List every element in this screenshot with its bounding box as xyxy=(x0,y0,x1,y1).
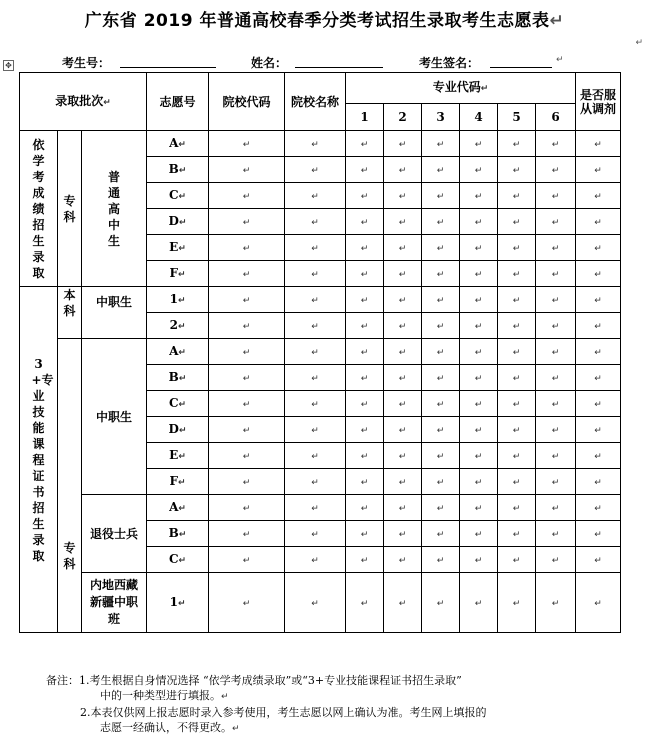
g1-B-major-2-cell[interactable]: ↵ xyxy=(384,157,422,183)
g1-B-adjust-cell[interactable]: ↵ xyxy=(576,157,621,183)
g1-B-major-4-cell[interactable]: ↵ xyxy=(460,157,498,183)
g2-zz-A-adjust-cell[interactable]: ↵ xyxy=(576,339,621,365)
g2-zz-A-major-5-cell[interactable]: ↵ xyxy=(498,339,536,365)
g1-B-school-code-cell[interactable]: ↵ xyxy=(209,157,285,183)
group2-batch-label: 3+专业技能课程证书招生录取 xyxy=(20,287,58,633)
g2-bk-1-major-5-cell[interactable]: ↵ xyxy=(498,287,536,313)
g2-bk-1-school-name-cell[interactable]: ↵ xyxy=(285,287,346,313)
signature-label: 考生签名： xyxy=(419,56,480,70)
g1-F-major-3-cell[interactable]: ↵ xyxy=(422,261,460,287)
g1-D-school-code-cell[interactable]: ↵ xyxy=(209,209,285,235)
g1-E-adjust-cell[interactable]: ↵ xyxy=(576,235,621,261)
g1-D-major-6-cell[interactable]: ↵ xyxy=(536,209,576,235)
g2-bk-2-major-5-cell[interactable]: ↵ xyxy=(498,313,536,339)
g2-xj-1-school-code-cell[interactable]: ↵ xyxy=(209,573,285,633)
g1-C-adjust-cell[interactable]: ↵ xyxy=(576,183,621,209)
table-move-handle-icon[interactable]: ✥ xyxy=(3,60,14,71)
g2-zz-F-major-2-cell[interactable]: ↵ xyxy=(384,469,422,495)
g2-zz-C-adjust-cell[interactable]: ↵ xyxy=(576,391,621,417)
g2-zz-C-major-2-cell[interactable]: ↵ xyxy=(384,391,422,417)
g2-bk-1-major-2-cell[interactable]: ↵ xyxy=(384,287,422,313)
g1-F-major-1-cell[interactable]: ↵ xyxy=(346,261,384,287)
g2-bk-2-school-name-cell[interactable]: ↵ xyxy=(285,313,346,339)
g2-vet-A-adjust-cell[interactable]: ↵ xyxy=(576,495,621,521)
g1-B-choice-number: B↵ xyxy=(147,157,209,183)
g2-vet-B-major-4-cell[interactable]: ↵ xyxy=(460,521,498,547)
g2-zz-E-major-2-cell[interactable]: ↵ xyxy=(384,443,422,469)
g1-A-school-code-cell[interactable]: ↵ xyxy=(209,131,285,157)
g2-zz-E-choice-number: E↵ xyxy=(147,443,209,469)
g2-zz-B-adjust-cell[interactable]: ↵ xyxy=(576,365,621,391)
g2-bk-1-major-6-cell[interactable]: ↵ xyxy=(536,287,576,313)
g2-zz-D-major-4-cell[interactable]: ↵ xyxy=(460,417,498,443)
notes-section xyxy=(46,673,487,737)
choice-number-header: 志愿号 xyxy=(147,73,209,131)
g1-D-choice-number: D↵ xyxy=(147,209,209,235)
g2-vet-B-major-6-cell[interactable]: ↵ xyxy=(536,521,576,547)
g2-xj-1-school-name-cell[interactable]: ↵ xyxy=(285,573,346,633)
g1-E-major-2-cell[interactable]: ↵ xyxy=(384,235,422,261)
g2-zz-B-choice-number: B↵ xyxy=(147,365,209,391)
group2-zhuanke-level-label: 专科 xyxy=(58,339,82,633)
g1-E-school-code-cell[interactable]: ↵ xyxy=(209,235,285,261)
group1-level-label: 专科 xyxy=(58,131,82,287)
g2-zz-D-school-code-cell[interactable]: ↵ xyxy=(209,417,285,443)
g2-vet-A-school-name-cell[interactable]: ↵ xyxy=(285,495,346,521)
major-number-1: 1 xyxy=(346,104,384,131)
g2-vet-B-school-name-cell[interactable]: ↵ xyxy=(285,521,346,547)
g2-bk-2-school-code-cell[interactable]: ↵ xyxy=(209,313,285,339)
name-field[interactable] xyxy=(295,67,383,68)
note-line-2: 2.本表仅供网上报志愿时录入参考使用，考生志愿以网上确认为准。考生网上填报的 xyxy=(80,706,487,719)
g1-B-school-name-cell[interactable]: ↵ xyxy=(285,157,346,183)
g2-zz-C-major-3-cell[interactable]: ↵ xyxy=(422,391,460,417)
g2-vet-C-major-1-cell[interactable]: ↵ xyxy=(346,547,384,573)
g1-B-major-1-cell[interactable]: ↵ xyxy=(346,157,384,183)
g2-zz-B-major-5-cell[interactable]: ↵ xyxy=(498,365,536,391)
g1-A-school-name-cell[interactable]: ↵ xyxy=(285,131,346,157)
major-number-2: 2 xyxy=(384,104,422,131)
g2-vet-A-major-6-cell[interactable]: ↵ xyxy=(536,495,576,521)
table-row xyxy=(20,573,621,633)
g2-bk-2-adjust-cell[interactable]: ↵ xyxy=(576,313,621,339)
adjust-header: 是否服从调剂 xyxy=(576,73,621,131)
g2-zz-E-major-6-cell[interactable]: ↵ xyxy=(536,443,576,469)
g1-C-major-1-cell[interactable]: ↵ xyxy=(346,183,384,209)
g2-xj-1-adjust-cell[interactable]: ↵ xyxy=(576,573,621,633)
g2-vet-B-school-code-cell[interactable]: ↵ xyxy=(209,521,285,547)
g1-D-major-4-cell[interactable]: ↵ xyxy=(460,209,498,235)
g2-vet-A-major-3-cell[interactable]: ↵ xyxy=(422,495,460,521)
g2-zz-E-school-code-cell[interactable]: ↵ xyxy=(209,443,285,469)
g2-bk-1-major-1-cell[interactable]: ↵ xyxy=(346,287,384,313)
table-row xyxy=(20,287,621,313)
g2-vet-C-school-code-cell[interactable]: ↵ xyxy=(209,547,285,573)
g2-xj-1-major-4-cell[interactable]: ↵ xyxy=(460,573,498,633)
group2-benke-level-label: 本科 xyxy=(58,287,82,339)
g2-bk-2-major-6-cell[interactable]: ↵ xyxy=(536,313,576,339)
g2-zz-C-choice-number: C↵ xyxy=(147,391,209,417)
g2-zz-D-major-6-cell[interactable]: ↵ xyxy=(536,417,576,443)
g1-A-major-2-cell[interactable]: ↵ xyxy=(384,131,422,157)
g2-bk-1-adjust-cell[interactable]: ↵ xyxy=(576,287,621,313)
g1-F-school-code-cell[interactable]: ↵ xyxy=(209,261,285,287)
g2-zz-F-choice-number: F↵ xyxy=(147,469,209,495)
table-row xyxy=(20,131,621,157)
g2-xj-1-major-6-cell[interactable]: ↵ xyxy=(536,573,576,633)
paragraph-mark-icon: ↵ xyxy=(549,11,565,31)
g2-zz-A-school-code-cell[interactable]: ↵ xyxy=(209,339,285,365)
g2-zz-F-major-4-cell[interactable]: ↵ xyxy=(460,469,498,495)
g2-zz-B-major-1-cell[interactable]: ↵ xyxy=(346,365,384,391)
g2-zz-E-major-3-cell[interactable]: ↵ xyxy=(422,443,460,469)
g1-F-major-4-cell[interactable]: ↵ xyxy=(460,261,498,287)
g2-vet-B-major-1-cell[interactable]: ↵ xyxy=(346,521,384,547)
g1-C-school-code-cell[interactable]: ↵ xyxy=(209,183,285,209)
g2-zz-D-major-1-cell[interactable]: ↵ xyxy=(346,417,384,443)
g1-C-school-name-cell[interactable]: ↵ xyxy=(285,183,346,209)
g2-zz-A-major-3-cell[interactable]: ↵ xyxy=(422,339,460,365)
g2-zz-C-major-5-cell[interactable]: ↵ xyxy=(498,391,536,417)
g1-F-adjust-cell[interactable]: ↵ xyxy=(576,261,621,287)
g1-C-major-2-cell[interactable]: ↵ xyxy=(384,183,422,209)
g2-vet-A-major-1-cell[interactable]: ↵ xyxy=(346,495,384,521)
g2-zz-F-major-5-cell[interactable]: ↵ xyxy=(498,469,536,495)
note-line-2b: 志愿一经确认，不得更改。↵ xyxy=(100,721,240,734)
g2-zz-A-major-6-cell[interactable]: ↵ xyxy=(536,339,576,365)
g1-C-major-3-cell[interactable]: ↵ xyxy=(422,183,460,209)
g2-bk-1-choice-number: 1↵ xyxy=(147,287,209,313)
group2-benke-type-label: 中职生 xyxy=(82,287,147,339)
g1-A-major-3-cell[interactable]: ↵ xyxy=(422,131,460,157)
application-form-table xyxy=(19,72,621,633)
signature-field[interactable] xyxy=(490,67,552,68)
g1-C-major-5-cell[interactable]: ↵ xyxy=(498,183,536,209)
g2-bk-2-choice-number: 2↵ xyxy=(147,313,209,339)
g1-E-major-6-cell[interactable]: ↵ xyxy=(536,235,576,261)
paragraph-mark-icon: ↵ xyxy=(556,55,564,65)
g1-E-major-4-cell[interactable]: ↵ xyxy=(460,235,498,261)
g2-zz-B-major-3-cell[interactable]: ↵ xyxy=(422,365,460,391)
g1-B-major-5-cell[interactable]: ↵ xyxy=(498,157,536,183)
g2-zz-D-major-3-cell[interactable]: ↵ xyxy=(422,417,460,443)
major-number-3: 3 xyxy=(422,104,460,131)
g2-zz-E-school-name-cell[interactable]: ↵ xyxy=(285,443,346,469)
name-label: 姓名： xyxy=(251,56,288,70)
batch-header: 录取批次↵ xyxy=(20,73,147,131)
g2-zz-B-school-code-cell[interactable]: ↵ xyxy=(209,365,285,391)
g2-xj-1-major-5-cell[interactable]: ↵ xyxy=(498,573,536,633)
g2-vet-C-adjust-cell[interactable]: ↵ xyxy=(576,547,621,573)
note-line-1: 备注：1.考生根据自身情况选择 “依学考成绩录取”或“3+专业技能课程证书招生录取” xyxy=(46,674,462,687)
major-number-4: 4 xyxy=(460,104,498,131)
g2-zz-D-choice-number: D↵ xyxy=(147,417,209,443)
g2-xj-1-major-2-cell[interactable]: ↵ xyxy=(384,573,422,633)
page-title xyxy=(0,6,649,31)
g1-C-major-6-cell[interactable]: ↵ xyxy=(536,183,576,209)
g2-zz-B-major-6-cell[interactable]: ↵ xyxy=(536,365,576,391)
major-number-5: 5 xyxy=(498,104,536,131)
g2-zz-F-adjust-cell[interactable]: ↵ xyxy=(576,469,621,495)
g2-xj-1-major-3-cell[interactable]: ↵ xyxy=(422,573,460,633)
g2-vet-B-major-5-cell[interactable]: ↵ xyxy=(498,521,536,547)
g2-vet-B-choice-number: B↵ xyxy=(147,521,209,547)
g2-zz-A-choice-number: A↵ xyxy=(147,339,209,365)
g2-zz-D-adjust-cell[interactable]: ↵ xyxy=(576,417,621,443)
g2-vet-A-major-2-cell[interactable]: ↵ xyxy=(384,495,422,521)
g1-B-major-6-cell[interactable]: ↵ xyxy=(536,157,576,183)
g2-zz-C-school-name-cell[interactable]: ↵ xyxy=(285,391,346,417)
g2-bk-2-major-4-cell[interactable]: ↵ xyxy=(460,313,498,339)
school-code-header: 院校代码 xyxy=(209,73,285,131)
school-name-header: 院校名称 xyxy=(285,73,346,131)
g1-E-major-5-cell[interactable]: ↵ xyxy=(498,235,536,261)
g2-bk-1-major-3-cell[interactable]: ↵ xyxy=(422,287,460,313)
g2-zz-C-major-1-cell[interactable]: ↵ xyxy=(346,391,384,417)
g1-D-major-1-cell[interactable]: ↵ xyxy=(346,209,384,235)
g1-D-major-5-cell[interactable]: ↵ xyxy=(498,209,536,235)
major-code-header: 专业代码↵ xyxy=(346,73,576,104)
group1-batch-label: 依学考成绩招生录取 xyxy=(20,131,58,287)
paragraph-mark-icon: ↵ xyxy=(635,38,643,48)
g1-E-major-3-cell[interactable]: ↵ xyxy=(422,235,460,261)
g2-zz-E-major-1-cell[interactable]: ↵ xyxy=(346,443,384,469)
group1-type-label: 普通高中生 xyxy=(82,131,147,287)
table-row xyxy=(20,339,621,365)
g2-vet-B-adjust-cell[interactable]: ↵ xyxy=(576,521,621,547)
title-text: 广东省 2019 年普通高校春季分类考试招生录取考生志愿表 xyxy=(84,11,550,31)
g2-zz-B-major-4-cell[interactable]: ↵ xyxy=(460,365,498,391)
g2-bk-1-school-code-cell[interactable]: ↵ xyxy=(209,287,285,313)
g2-zz-E-major-5-cell[interactable]: ↵ xyxy=(498,443,536,469)
g1-F-major-5-cell[interactable]: ↵ xyxy=(498,261,536,287)
group2-vet-type-label: 退役士兵 xyxy=(82,495,147,573)
g1-C-major-4-cell[interactable]: ↵ xyxy=(460,183,498,209)
note-line-1b: 中的一种类型进行填报。↵ xyxy=(100,689,229,702)
g2-vet-C-major-6-cell[interactable]: ↵ xyxy=(536,547,576,573)
g2-bk-2-major-1-cell[interactable]: ↵ xyxy=(346,313,384,339)
g2-zz-E-adjust-cell[interactable]: ↵ xyxy=(576,443,621,469)
major-number-6: 6 xyxy=(536,104,576,131)
g2-vet-C-major-5-cell[interactable]: ↵ xyxy=(498,547,536,573)
g2-vet-A-choice-number: A↵ xyxy=(147,495,209,521)
g2-vet-B-major-3-cell[interactable]: ↵ xyxy=(422,521,460,547)
g2-vet-C-choice-number: C↵ xyxy=(147,547,209,573)
g1-D-major-2-cell[interactable]: ↵ xyxy=(384,209,422,235)
g1-F-major-6-cell[interactable]: ↵ xyxy=(536,261,576,287)
g2-xj-1-choice-number: 1↵ xyxy=(147,573,209,633)
g2-zz-D-school-name-cell[interactable]: ↵ xyxy=(285,417,346,443)
g1-D-major-3-cell[interactable]: ↵ xyxy=(422,209,460,235)
group2-xj-type-label: 内地西藏新疆中职班 xyxy=(82,573,147,633)
g2-vet-C-major-3-cell[interactable]: ↵ xyxy=(422,547,460,573)
g2-vet-B-major-2-cell[interactable]: ↵ xyxy=(384,521,422,547)
g2-zz-F-major-6-cell[interactable]: ↵ xyxy=(536,469,576,495)
g2-vet-C-major-2-cell[interactable]: ↵ xyxy=(384,547,422,573)
g2-zz-A-major-1-cell[interactable]: ↵ xyxy=(346,339,384,365)
g2-vet-A-school-code-cell[interactable]: ↵ xyxy=(209,495,285,521)
g1-C-choice-number: C↵ xyxy=(147,183,209,209)
g2-vet-C-major-4-cell[interactable]: ↵ xyxy=(460,547,498,573)
g1-A-choice-number: A↵ xyxy=(147,131,209,157)
g2-xj-1-major-1-cell[interactable]: ↵ xyxy=(346,573,384,633)
g1-A-major-1-cell[interactable]: ↵ xyxy=(346,131,384,157)
g2-vet-A-major-5-cell[interactable]: ↵ xyxy=(498,495,536,521)
g2-zz-D-major-2-cell[interactable]: ↵ xyxy=(384,417,422,443)
g2-zz-B-major-2-cell[interactable]: ↵ xyxy=(384,365,422,391)
g2-bk-1-major-4-cell[interactable]: ↵ xyxy=(460,287,498,313)
g1-E-major-1-cell[interactable]: ↵ xyxy=(346,235,384,261)
g1-A-major-6-cell[interactable]: ↵ xyxy=(536,131,576,157)
g2-zz-E-major-4-cell[interactable]: ↵ xyxy=(460,443,498,469)
g2-zz-A-major-4-cell[interactable]: ↵ xyxy=(460,339,498,365)
g2-vet-A-major-4-cell[interactable]: ↵ xyxy=(460,495,498,521)
g1-E-school-name-cell[interactable]: ↵ xyxy=(285,235,346,261)
exam-number-field[interactable] xyxy=(120,67,216,68)
g2-zz-F-major-3-cell[interactable]: ↵ xyxy=(422,469,460,495)
g2-zz-B-school-name-cell[interactable]: ↵ xyxy=(285,365,346,391)
g2-bk-2-major-3-cell[interactable]: ↵ xyxy=(422,313,460,339)
g2-zz-C-major-6-cell[interactable]: ↵ xyxy=(536,391,576,417)
g1-B-major-3-cell[interactable]: ↵ xyxy=(422,157,460,183)
g1-A-adjust-cell[interactable]: ↵ xyxy=(576,131,621,157)
g1-F-school-name-cell[interactable]: ↵ xyxy=(285,261,346,287)
g2-zz-C-school-code-cell[interactable]: ↵ xyxy=(209,391,285,417)
g1-A-major-4-cell[interactable]: ↵ xyxy=(460,131,498,157)
g1-F-choice-number: F↵ xyxy=(147,261,209,287)
exam-number-label: 考生号： xyxy=(62,56,111,70)
g2-zz-F-school-code-cell[interactable]: ↵ xyxy=(209,469,285,495)
table-row xyxy=(20,495,621,521)
g2-zz-C-major-4-cell[interactable]: ↵ xyxy=(460,391,498,417)
g1-D-school-name-cell[interactable]: ↵ xyxy=(285,209,346,235)
g2-zz-F-major-1-cell[interactable]: ↵ xyxy=(346,469,384,495)
g1-D-adjust-cell[interactable]: ↵ xyxy=(576,209,621,235)
g1-E-choice-number: E↵ xyxy=(147,235,209,261)
g2-zz-A-major-2-cell[interactable]: ↵ xyxy=(384,339,422,365)
group2-zz-type-label: 中职生 xyxy=(82,339,147,495)
g2-zz-A-school-name-cell[interactable]: ↵ xyxy=(285,339,346,365)
g2-bk-2-major-2-cell[interactable]: ↵ xyxy=(384,313,422,339)
g1-F-major-2-cell[interactable]: ↵ xyxy=(384,261,422,287)
g1-A-major-5-cell[interactable]: ↵ xyxy=(498,131,536,157)
g2-zz-D-major-5-cell[interactable]: ↵ xyxy=(498,417,536,443)
g2-vet-C-school-name-cell[interactable]: ↵ xyxy=(285,547,346,573)
g2-zz-F-school-name-cell[interactable]: ↵ xyxy=(285,469,346,495)
